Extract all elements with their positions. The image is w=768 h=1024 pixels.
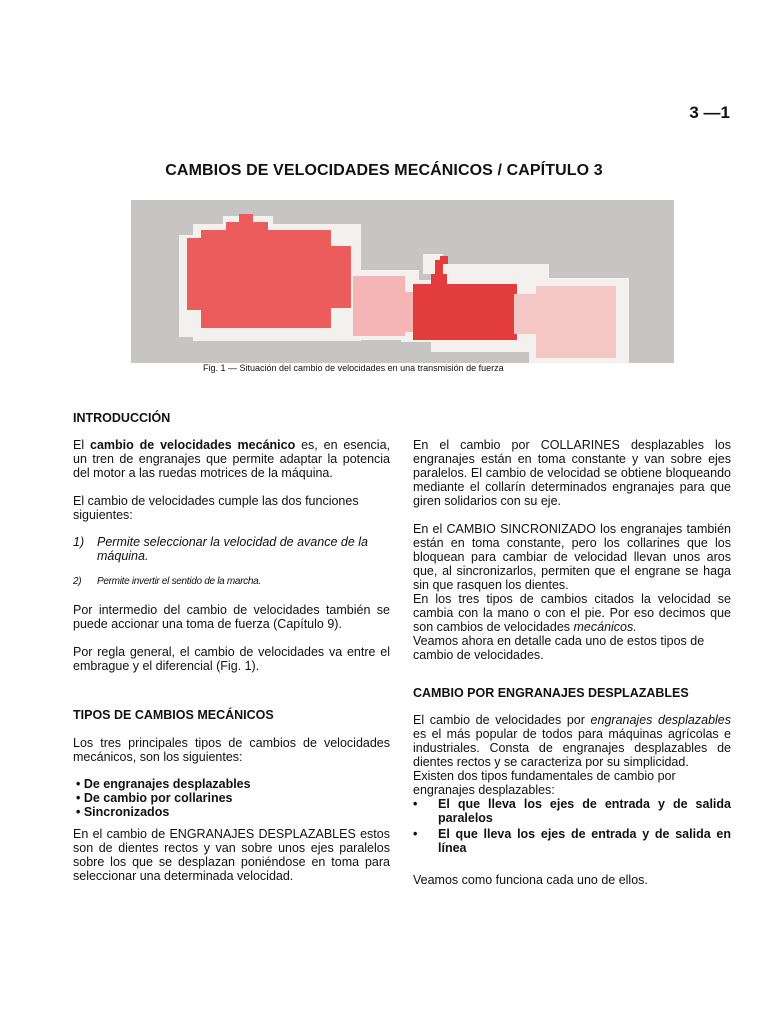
sliding-gears-description [413, 713, 731, 769]
bullet-text-inline: El que lleva los ejes de entrada y de salida en línea [438, 827, 731, 855]
types-list [73, 777, 390, 819]
mechanical-text-italic: mecánicos. [573, 620, 637, 634]
intro-text-c: es, en esencia, un tren de engranajes que permite adaptar la potencia del motor a las ruedas motrices de la máquina. [73, 438, 390, 480]
function-1-text: Permite seleccionar la velocidad de avance de la máquina. [97, 535, 368, 563]
bullet-dot: • [413, 827, 418, 841]
left-column [73, 410, 390, 883]
function-item-2 [73, 575, 390, 589]
engine-shape [187, 214, 351, 328]
chapter-title: CAMBIOS DE VELOCIDADES MECÁNICOS / CAPÍTULO 3 [165, 162, 603, 179]
intro-text-a: El [73, 438, 90, 452]
right-column [413, 438, 731, 887]
synchronized-paragraph: En el CAMBIO SINCRONIZADO los engranajes también están en toma constante, pero los collarines que los bloquean para cambiar de velocidad llevan unos aros que, al sincronizarlos, permiten que el engrane se haga sin que rasquen los dientes. [413, 522, 731, 592]
desc-text-italic: engranajes desplazables [590, 713, 731, 727]
next-paragraph: Veamos ahora en detalle cada uno de estos tipos de cambio de velocidades. [413, 634, 705, 662]
intro-paragraph [73, 438, 390, 480]
functions-paragraph: El cambio de velocidades cumple las dos funciones siguientes: [73, 494, 359, 522]
types-intro-paragraph: Los tres principales tipos de cambios de velocidades mecánicos, son los siguientes: [73, 736, 390, 764]
function-2-text: Permite invertir el sentido de la marcha. [97, 576, 261, 587]
two-types-paragraph: Existen dos tipos fundamentales de cambio por engranajes desplazables: [413, 769, 676, 797]
pto-paragraph: Por intermedio del cambio de velocidades también se puede accionar una toma de fuerza (Capítulo 9). [73, 603, 390, 631]
intro-text-bold: cambio de velocidades mecánico [90, 438, 296, 452]
bullet-dot: • [413, 797, 418, 811]
sliding-gears-paragraph: En el cambio de ENGRANAJES DESPLAZABLES estos son de dientes rectos y van sobre unos ejes paralelos sobre los que se desplazan poniéndose en toma para seleccionar una determinada velocidad. [73, 827, 390, 883]
bullet-text-parallel: El que lleva los ejes de entrada y de salida paralelos [438, 797, 731, 825]
transmission-figure [131, 200, 674, 363]
sliding-gears-heading: CAMBIO POR ENGRANAJES DESPLAZABLES [413, 686, 689, 700]
function-2-number: 2) [73, 576, 82, 587]
collars-paragraph: En el cambio por COLLARINES desplazables los engranajes están en toma constante y van sobre ejes paralelos. El cambio de velocidad se obtiene bloqueando mediante el collarín determinados engranajes para que giren solidarios con su eje. [413, 438, 731, 508]
intro-heading: INTRODUCCIÓN [73, 411, 171, 425]
mechanical-text-a: En los tres tipos de cambios citados la velocidad se cambia con la mano o con el pie. Por eso decimos que son cambios de velocidades [413, 592, 731, 634]
desc-text-a: El cambio de velocidades por [413, 713, 591, 727]
types-list-item: • De cambio por collarines [76, 791, 233, 805]
closing-paragraph: Veamos como funciona cada uno de ellos. [413, 873, 648, 887]
desc-text-c: es el más popular de todos para máquinas agrícolas e industriales. Consta de engranajes desplazables de dientes rectos y se caracteriza por su simplicidad. [413, 727, 731, 769]
types-list-item: • De engranajes desplazables [76, 777, 251, 791]
page-number: 3 —1 [689, 103, 730, 122]
mechanical-paragraph [413, 592, 731, 634]
figure-caption: Fig. 1 — Situación del cambio de velocidades en una transmisión de fuerza [203, 363, 504, 373]
function-1-number: 1) [73, 535, 85, 549]
bullet-item-parallel [413, 797, 731, 825]
bullet-item-inline [413, 827, 731, 855]
types-heading: TIPOS DE CAMBIOS MECÁNICOS [73, 708, 274, 722]
location-paragraph: Por regla general, el cambio de velocidades va entre el embrague y el diferencial (Fig. 1). [73, 645, 390, 673]
function-item-1 [73, 535, 390, 563]
types-list-item: • Sincronizados [76, 805, 170, 819]
